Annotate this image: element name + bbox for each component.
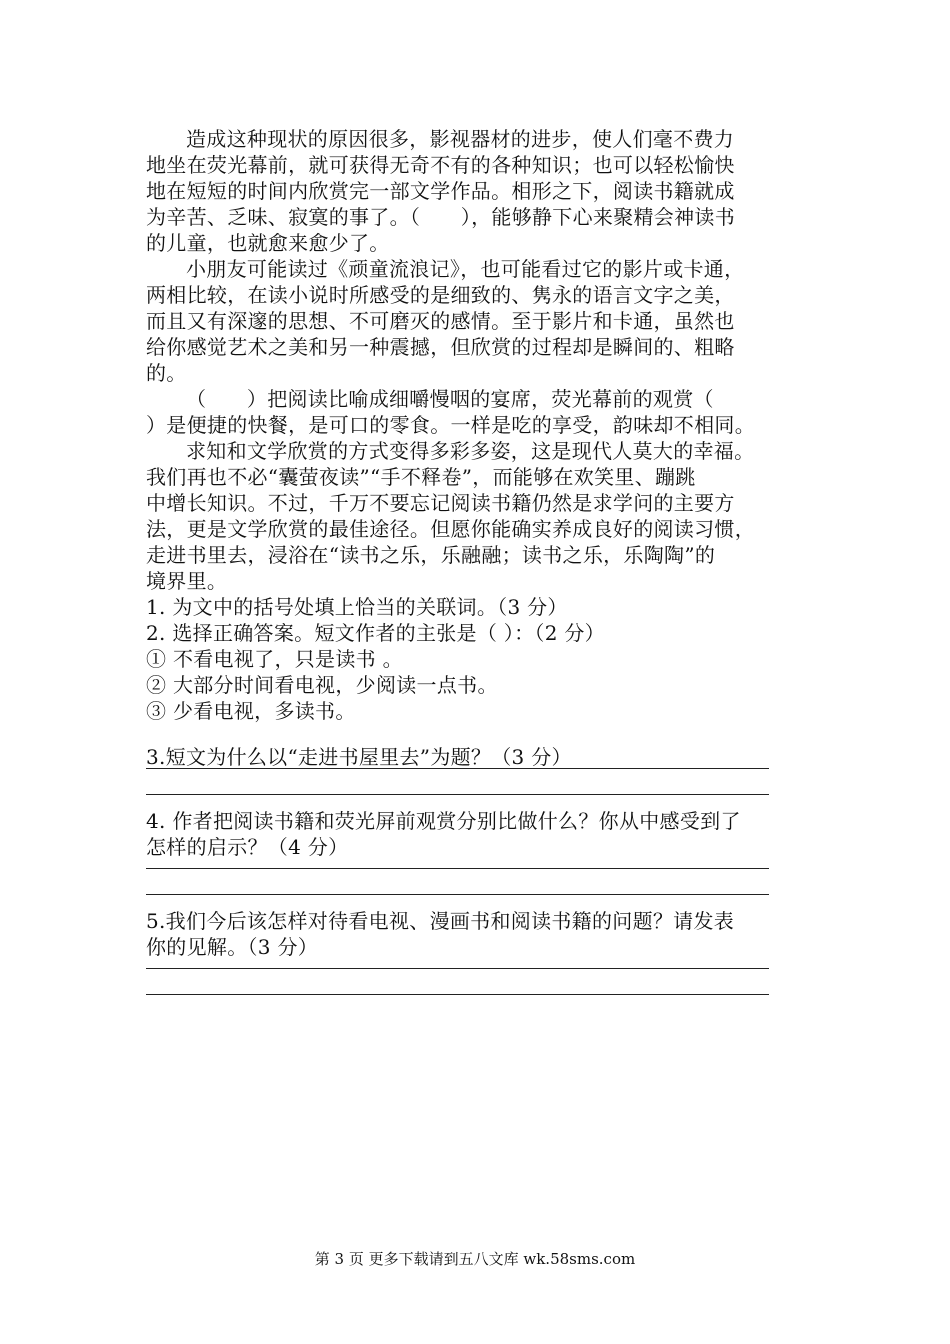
question-5: 5.我们今后该怎样对待看电视、漫画书和阅读书籍的问题？请发表: [146, 909, 735, 933]
passage-line: 走进书里去，浸浴在“读书之乐，乐融融；读书之乐，乐陶陶”的: [146, 543, 716, 567]
passage-line: 的儿童，也就愈来愈少了。: [146, 231, 390, 255]
passage-line: 地坐在荧光幕前，就可获得无奇不有的各种知识；也可以轻松愉快: [146, 153, 735, 177]
passage-line: 中增长知识。不过，千万不要忘记阅读书籍仍然是求学问的主要方: [146, 491, 735, 515]
passage-line: 法，更是文学欣赏的最佳途径。但愿你能确实养成良好的阅读习惯，: [146, 517, 755, 541]
question-2-option-3: ③ 少看电视，多读书。: [146, 699, 356, 723]
passage-line: 为辛苦、乏味、寂寞的事了。（ ），能够静下心来聚精会神读书: [146, 205, 735, 229]
question-3: 3.短文为什么以“走进书屋里去”为题？（3 分）: [146, 745, 572, 769]
question-2: 2. 选择正确答案。短文作者的主张是（ ）：（2 分）: [146, 621, 605, 645]
answer-line: [146, 768, 769, 769]
question-4-continued: 怎样的启示？（4 分）: [146, 835, 349, 859]
passage-line: （ ）把阅读比喻成细嚼慢咽的宴席，荧光幕前的观赏（: [186, 387, 714, 411]
question-4: 4. 作者把阅读书籍和荧光屏前观赏分别比做什么？你从中感受到了: [146, 809, 741, 833]
passage-line: 而且又有深邃的思想、不可磨灭的感情。至于影片和卡通，虽然也: [146, 309, 735, 333]
passage-line: 地在短短的时间内欣赏完一部文学作品。相形之下，阅读书籍就成: [146, 179, 735, 203]
answer-line: [146, 994, 769, 995]
answer-line: [146, 868, 769, 869]
question-2-option-2: ② 大部分时间看电视，少阅读一点书。: [146, 673, 498, 697]
question-5-continued: 你的见解。（3 分）: [146, 935, 319, 959]
passage-line: 小朋友可能读过《顽童流浪记》，也可能看过它的影片或卡通，: [186, 257, 745, 281]
passage-line: 我们再也不必“囊萤夜读”“手不释卷”，而能够在欢笑里、蹦跳: [146, 465, 696, 489]
passage-line: 两相比较，在读小说时所感受的是细致的、隽永的语言文字之美，: [146, 283, 735, 307]
passage-line: 求知和文学欣赏的方式变得多彩多姿，这是现代人莫大的幸福。: [186, 439, 755, 463]
question-1: 1. 为文中的括号处填上恰当的关联词。（3 分）: [146, 595, 568, 619]
passage-line: ）是便捷的快餐，是可口的零食。一样是吃的享受，韵味却不相同。: [146, 413, 755, 437]
passage-line: 境界里。: [146, 569, 228, 593]
question-2-option-1: ① 不看电视了，只是读书 。: [146, 647, 403, 671]
passage-line: 造成这种现状的原因很多，影视器材的进步，使人们毫不费力: [186, 127, 735, 151]
answer-line: [146, 794, 769, 795]
page-footer: 第 3 页 更多下载请到五八文库 wk.58sms.com: [314, 1250, 636, 1268]
answer-line: [146, 968, 769, 969]
passage-line: 的。: [146, 361, 187, 385]
answer-line: [146, 894, 769, 895]
passage-line: 给你感觉艺术之美和另一种震撼，但欣赏的过程却是瞬间的、粗略: [146, 335, 735, 359]
